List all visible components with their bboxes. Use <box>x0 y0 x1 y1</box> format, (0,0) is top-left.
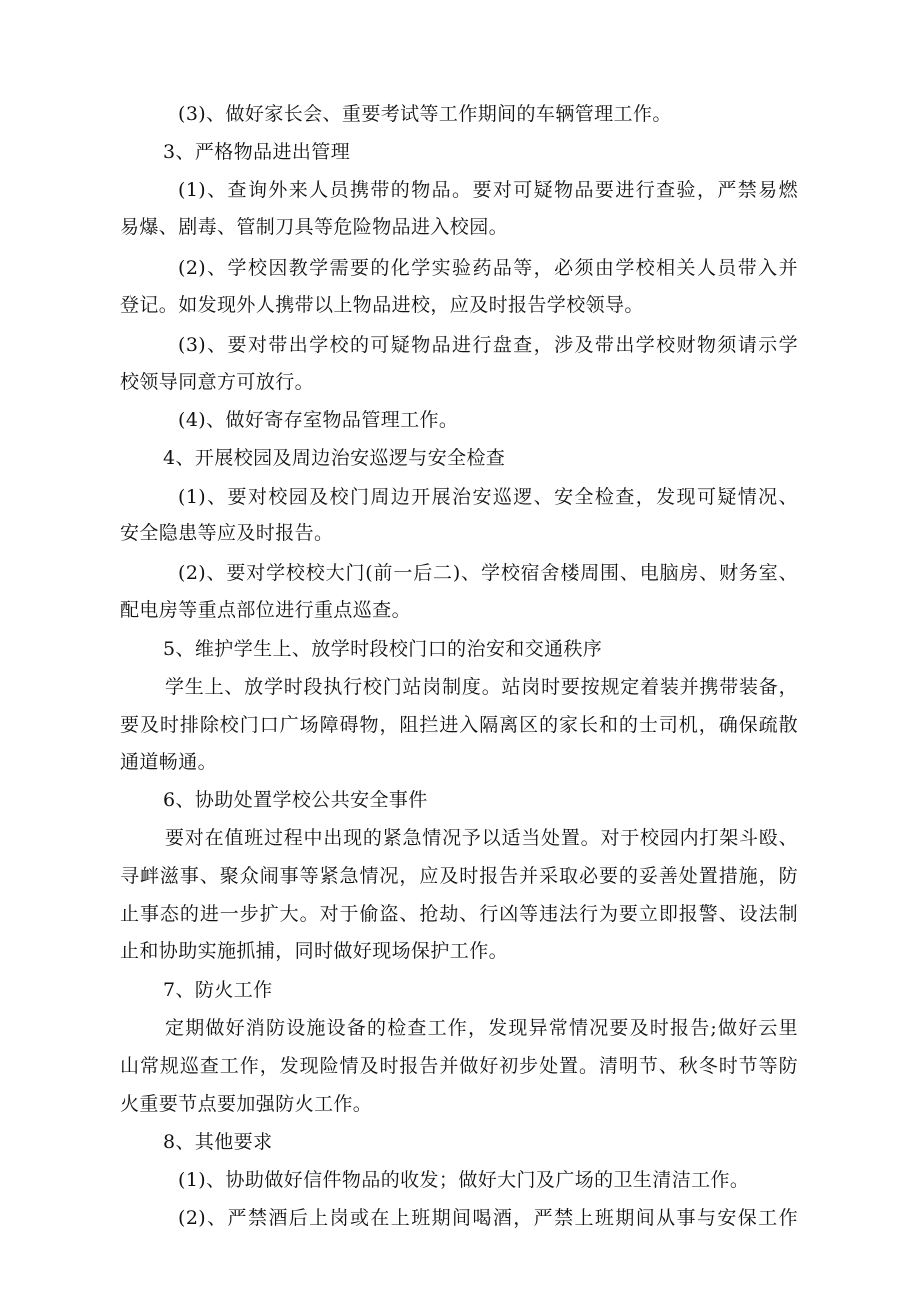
paragraph-line: 火重要节点要加强防火工作。 <box>120 1093 373 1115</box>
paragraph-line: 登记。如发现外人携带以上物品进校，应及时报告学校领导。 <box>120 294 644 316</box>
section-heading: 6、协助处置学校公共安全事件 <box>163 789 428 811</box>
paragraph-line: 安全隐患等应及时报告。 <box>120 522 334 544</box>
paragraph-line: 要及时排除校门口广场障碍物，阻拦进入隔离区的家长和的士司机，确保疏散 <box>120 714 798 736</box>
section-heading: 3、严格物品进出管理 <box>163 141 351 163</box>
paragraph-line: 止事态的进一步扩大。对于偷盗、抢劫、行凶等违法行为要立即报警、设法制 <box>120 903 798 925</box>
paragraph-line: (3)、做好家长会、重要考试等工作期间的车辆管理工作。 <box>178 103 672 125</box>
paragraph-line: (1)、查询外来人员携带的物品。要对可疑物品要进行查验，严禁易燃 <box>178 179 798 201</box>
paragraph-line: 定期做好消防设施设备的检查工作，发现异常情况要及时报告;做好云里 <box>165 1017 798 1039</box>
paragraph-line: 易爆、剧毒、管制刀具等危险物品进入校园。 <box>120 216 509 238</box>
paragraph-line: (4)、做好寄存室物品管理工作。 <box>178 409 459 431</box>
section-heading: 5、维护学生上、放学时段校门口的治安和交通秩序 <box>163 638 603 660</box>
paragraph-line: (1)、协助做好信件物品的收发；做好大门及广场的卫生清洁工作。 <box>178 1169 750 1191</box>
section-heading: 4、开展校园及周边治安巡逻与安全检查 <box>163 447 506 469</box>
paragraph-line: (3)、要对带出学校的可疑物品进行盘查，涉及带出学校财物须请示学 <box>178 334 798 356</box>
section-heading: 7、防火工作 <box>163 979 273 1001</box>
paragraph-line: 要对在值班过程中出现的紧急情况予以适当处置。对于校园内打架斗殴、 <box>165 827 798 849</box>
section-heading: 8、其他要求 <box>163 1131 273 1153</box>
paragraph-line: 配电房等重点部位进行重点巡查。 <box>120 599 412 621</box>
paragraph-line: (2)、严禁酒后上岗或在上班期间喝酒，严禁上班期间从事与安保工作 <box>178 1207 798 1229</box>
paragraph-line: 止和协助实施抓捕，同时做好现场保护工作。 <box>120 940 509 962</box>
paragraph-line: (1)、要对校园及校门周边开展治安巡逻、安全检查，发现可疑情况、 <box>178 486 798 508</box>
paragraph-line: 通道畅通。 <box>120 751 218 773</box>
paragraph-line: 寻衅滋事、聚众闹事等紧急情况，应及时报告并采取必要的妥善处置措施，防 <box>120 865 798 887</box>
paragraph-line: (2)、学校因教学需要的化学实验药品等，必须由学校相关人员带入并 <box>178 257 798 279</box>
paragraph-line: 校领导同意方可放行。 <box>120 371 315 393</box>
paragraph-line: 山常规巡查工作，发现险情及时报告并做好初步处置。清明节、秋冬时节等防 <box>120 1055 798 1077</box>
paragraph-line: 学生上、放学时段执行校门站岗制度。站岗时要按规定着装并携带装备， <box>165 676 798 698</box>
paragraph-line: (2)、要对学校校大门(前一后二)、学校宿舍楼周围、电脑房、财务室、 <box>178 562 798 584</box>
